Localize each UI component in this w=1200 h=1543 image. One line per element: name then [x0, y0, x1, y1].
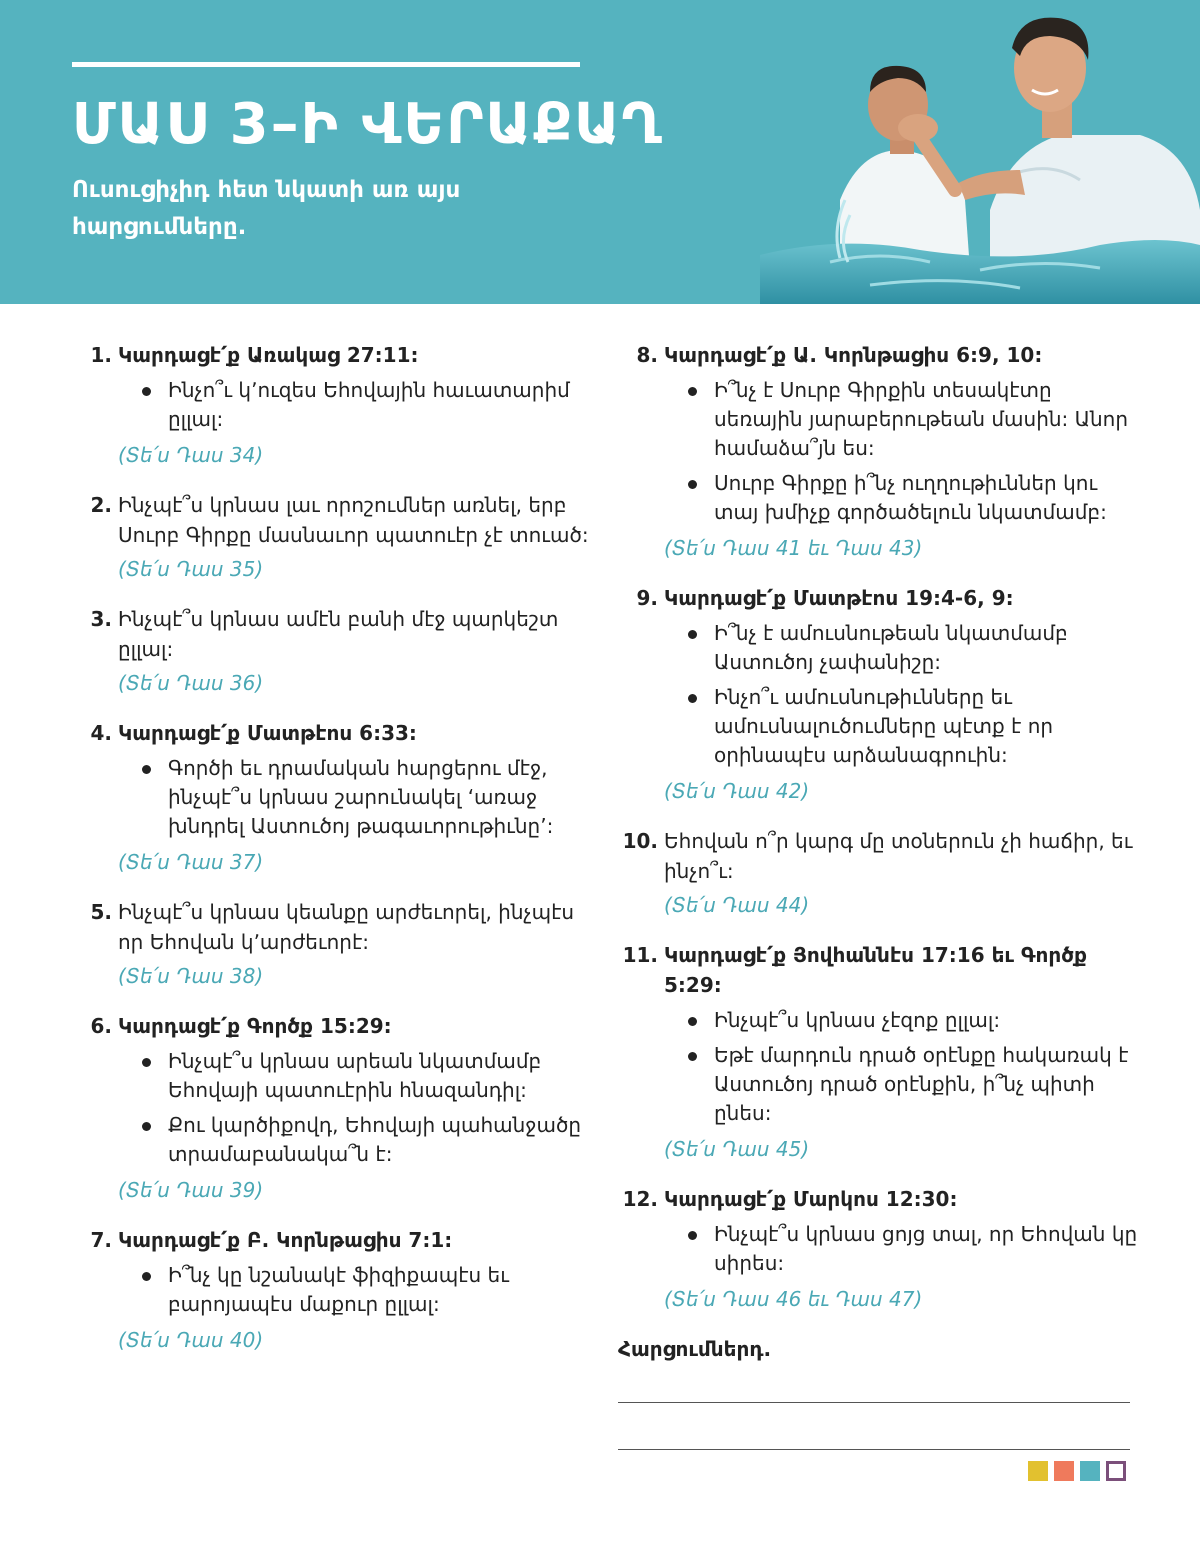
- question-reading-title: Կարդացէ՛ք Մատթէոս 6:33:: [118, 721, 417, 745]
- question-item: [72, 490, 592, 584]
- question-item: [72, 1011, 592, 1205]
- question-body: [664, 583, 1138, 806]
- bullet-question: Քու կարծիքովդ, Եհովայի պահանջածը տրամաբանակա՞ն է:: [142, 1111, 592, 1169]
- bullet-list: [664, 1220, 1138, 1278]
- bullet-list: [118, 1047, 592, 1169]
- question-number: 2.: [90, 493, 112, 517]
- bullet-question: Ինչպէ՞ս կրնաս չէզոք ըլլալ:: [688, 1006, 1138, 1035]
- question-item: [72, 718, 592, 877]
- bullet-list: [118, 754, 592, 841]
- question-body: [118, 718, 592, 877]
- yellow-square: [1028, 1461, 1048, 1481]
- question-reading-title: Կարդացէ՛ք Յովհաննէս 17:16 եւ Գործք 5:29:: [664, 943, 1087, 997]
- question-reading-title: Կարդացէ՛ք Բ. Կորնթացիս 7:1:: [118, 1228, 453, 1252]
- bullet-question: Ինչո՞ւ ամուսնութիւնները եւ ամուսնալուծումները պէտք է որ օրինապէս արձանագրուին:: [688, 683, 1138, 770]
- question-item: [72, 604, 592, 698]
- purple-outline-square: [1106, 1461, 1126, 1481]
- right-column: [618, 340, 1138, 1450]
- bullet-question: Ի՞նչ է ամուսնութեան նկատմամբ Աստուծոյ չափանիշը:: [688, 619, 1138, 677]
- question-body: [118, 1225, 592, 1355]
- question-body: [664, 826, 1138, 920]
- question-body: [664, 340, 1138, 563]
- question-number: 10.: [622, 829, 658, 853]
- question-body: [664, 1184, 1138, 1314]
- bullet-question: Եթէ մարդուն դրած օրէնքը հակառակ է Աստուծոյ դրած օրէնքին, ի՞նչ պիտի ընես:: [688, 1041, 1138, 1128]
- bullet-list: [118, 1261, 592, 1319]
- notes-title: Հարցումներդ.: [618, 1337, 772, 1361]
- question-reading-title: Կարդացէ՛ք Առակաց 27:11:: [118, 343, 419, 367]
- header-rule: [72, 62, 580, 67]
- question-reading-title: Կարդացէ՛ք Ա. Կորնթացիս 6:9, 10:: [664, 343, 1043, 367]
- question-number: 6.: [90, 1014, 112, 1038]
- question-text: Եհովան ո՞ր կարգ մը տօներուն չի հաճիր, եւ ինչո՞ւ:: [664, 829, 1133, 883]
- question-number: 9.: [636, 586, 658, 610]
- page-subtitle: Ուսուցիչիդ հետ նկատի առ այս հարցումները.: [72, 177, 461, 240]
- lesson-reference: (Տե՛ս Դաս 34): [118, 443, 264, 467]
- lesson-reference: (Տե՛ս Դաս 46 եւ Դաս 47): [664, 1287, 923, 1311]
- lesson-reference: (Տե՛ս Դաս 40): [118, 1328, 264, 1352]
- question-reading-title: Կարդացէ՛ք Մարկոս 12:30:: [664, 1187, 958, 1211]
- left-column: [72, 340, 592, 1375]
- question-number: 11.: [622, 943, 658, 967]
- question-text: Ինչպէ՞ս կրնաս ամէն բանի մէջ պարկեշտ ըլլալ:: [118, 607, 559, 661]
- bullet-list: [118, 376, 592, 434]
- bullet-question: Ի՞նչ է Սուրբ Գիրքին տեսակէտը սեռային յարաբերութեան մասին: Անոր համաձա՞յն ես:: [688, 376, 1138, 463]
- question-reading-title: Կարդացէ՛ք Մատթէոս 19:4-6, 9:: [664, 586, 1014, 610]
- bullet-question: Ինչպէ՞ս կրնաս ցոյց տալ, որ Եհովան կը սիրես:: [688, 1220, 1138, 1278]
- question-body: [118, 490, 592, 584]
- lesson-reference: (Տե՛ս Դաս 36): [118, 671, 264, 695]
- lesson-reference: (Տե՛ս Դաս 45): [664, 1137, 810, 1161]
- question-number: 1.: [90, 343, 112, 367]
- lesson-reference: (Տե՛ս Դաս 37): [118, 850, 264, 874]
- bullet-question: Ինչպէ՞ս կրնաս արեան նկատմամբ Եհովայի պատուէրին հնազանդիլ:: [142, 1047, 592, 1105]
- color-squares: [1028, 1461, 1126, 1481]
- bullet-question: Գործի եւ դրամական հարցերու մէջ, ինչպէ՞ս կրնաս շարունակել ‘առաջ խնդրել Աստուծոյ թագաւորութիւնը’:: [142, 754, 592, 841]
- question-body: [664, 940, 1138, 1164]
- question-number: 4.: [90, 721, 112, 745]
- header-banner: [0, 0, 1200, 304]
- question-item: [618, 340, 1138, 563]
- lesson-reference: (Տե՛ս Դաս 39): [118, 1178, 264, 1202]
- orange-square: [1054, 1461, 1074, 1481]
- bullet-list: [664, 619, 1138, 770]
- bullet-list: [664, 376, 1138, 527]
- question-item: [72, 897, 592, 991]
- question-body: [118, 1011, 592, 1205]
- question-body: [118, 897, 592, 991]
- note-line: [618, 1449, 1130, 1450]
- bullet-question: Ի՞նչ կը նշանակէ ֆիզիքապէս եւ բարոյապէս մաքուր ըլլալ:: [142, 1261, 592, 1319]
- question-number: 5.: [90, 900, 112, 924]
- question-item: [72, 340, 592, 470]
- question-number: 3.: [90, 607, 112, 631]
- question-item: [618, 1184, 1138, 1314]
- question-number: 12.: [622, 1187, 658, 1211]
- teal-square: [1080, 1461, 1100, 1481]
- question-item: [618, 583, 1138, 806]
- page-title: ՄԱՍ 3–Ի ՎԵՐԱՔԱՂ: [72, 92, 664, 157]
- lesson-reference: (Տե՛ս Դաս 38): [118, 964, 264, 988]
- question-body: [118, 340, 592, 470]
- lesson-reference: (Տե՛ս Դաս 42): [664, 779, 810, 803]
- bullet-question: Սուրբ Գիրքը ի՞նչ ուղղութիւններ կու տայ խմիչք գործածելուն նկատմամբ:: [688, 469, 1138, 527]
- question-text: Ինչպէ՞ս կրնաս լաւ որոշումներ առնել, երբ Սուրբ Գիրքը մասնաւոր պատուէր չէ տուած:: [118, 493, 589, 547]
- lesson-reference: (Տե՛ս Դաս 44): [664, 893, 810, 917]
- question-item: [618, 826, 1138, 920]
- question-item: [618, 940, 1138, 1164]
- question-body: [118, 604, 592, 698]
- baptism-illustration: [720, 0, 1200, 304]
- question-item: [72, 1225, 592, 1355]
- lesson-reference: (Տե՛ս Դաս 35): [118, 557, 264, 581]
- bullet-question: Ինչո՞ւ կ՚ուզես Եհովային հաւատարիմ ըլլալ:: [142, 376, 592, 434]
- question-number: 7.: [90, 1228, 112, 1252]
- lesson-reference: (Տե՛ս Դաս 41 եւ Դաս 43): [664, 536, 923, 560]
- question-reading-title: Կարդացէ՛ք Գործք 15:29:: [118, 1014, 392, 1038]
- question-number: 8.: [636, 343, 658, 367]
- bullet-list: [664, 1006, 1138, 1128]
- question-text: Ինչպէ՞ս կրնաս կեանքը արժեւորել, ինչպէս որ Եհովան կ՚արժեւորէ:: [118, 900, 575, 954]
- note-line: [618, 1402, 1130, 1403]
